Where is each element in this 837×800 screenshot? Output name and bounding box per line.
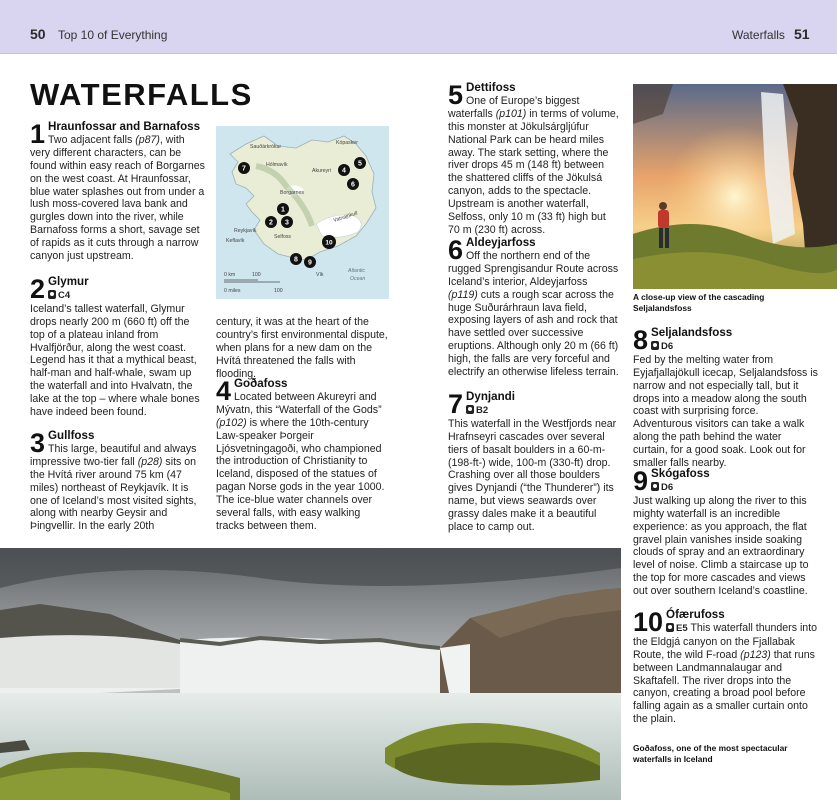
- entry-number: 6: [448, 235, 464, 265]
- entry-number: 8: [633, 325, 649, 355]
- godafoss-photo: [0, 548, 621, 800]
- page-number-right: 51: [794, 26, 810, 42]
- entry-number: 7: [448, 389, 464, 419]
- entry-name: Dettifoss: [466, 81, 516, 94]
- entry-2: [30, 276, 206, 419]
- svg-text:1: 1: [281, 206, 285, 214]
- entry-number: 1: [30, 119, 46, 149]
- svg-text:10: 10: [325, 239, 333, 247]
- page-header: [0, 0, 837, 54]
- entry-text: Just walking up along the river to this mighty waterfall is an incredible experience: as you approach, the flat gravel plain vanishes inside soaking clouds of spray and an extraordinary level of noise. Climb a staircase up to the top for more cascades and views out over southern Iceland’s coastline.: [633, 494, 809, 598]
- svg-text:6: 6: [351, 181, 355, 189]
- entry-3-continued: century, it was at the heart of the country’s first environmental dispute, when plans for a new dam on the Hvítá threatened the falls with flooding.: [216, 316, 388, 380]
- map-marker: [277, 203, 289, 215]
- map-pin-icon: [651, 482, 659, 491]
- page-ref: (p28): [137, 455, 163, 468]
- entry-4: [216, 378, 388, 533]
- svg-text:7: 7: [242, 165, 246, 173]
- entry-name: Gullfoss: [48, 429, 95, 442]
- map-pin-icon: [466, 405, 474, 414]
- entry-number: 9: [633, 466, 649, 496]
- page-title: WATERFALLS: [30, 77, 253, 112]
- map-marker: [304, 256, 316, 268]
- map-scale-label: 0 miles: [224, 288, 241, 294]
- map-marker: [354, 157, 366, 169]
- map-label: Vatnajökull: [332, 210, 359, 224]
- entry-text: Two adjacent falls: [48, 133, 136, 146]
- svg-text:8: 8: [294, 256, 298, 264]
- entry-name: Glymur: [48, 275, 89, 288]
- map-ref: C4: [48, 290, 70, 303]
- photo-caption-seljalandsfoss: A close-up view of the cascading Seljalandsfoss: [633, 292, 765, 313]
- entry-number: 10: [633, 607, 664, 637]
- map-scale-label: 100: [252, 272, 261, 278]
- entry-text: that runs between Landmannalaugar and Skaftafell. The river drops into the canyon, creating a broad pool before falling again as a smaller curtain onto the plain.: [633, 648, 815, 726]
- entry-number: 2: [30, 274, 46, 304]
- entry-text: This waterfall in the Westfjords near Hrafnseyri cascades over several tiers of basalt boulders in a 60-m- (198-ft-) wide, 100-m (330-ft) drop. Crashing over all those boulders gives Dynjandi (“the Thunderer”) its name, but views seawards over grassy dales make it a beautiful place to camp out.: [448, 417, 617, 534]
- entry-text: cuts a rough scar across the huge Suðurárhraun lava field, exposing layers of ash and rock that have settled over successive eruptions. Although only 20 m (66 ft) high, the falls are very forceful and electrify an otherwise lifeless terrain.: [448, 288, 619, 379]
- map-ref: D6: [651, 341, 673, 354]
- svg-text:9: 9: [308, 259, 312, 267]
- svg-text:3: 3: [285, 219, 289, 227]
- section-title-right: Waterfalls: [732, 28, 785, 42]
- entry-text: sits on the Hvítá river around 75 km (47 miles) northeast of Reykjavík. It is one of Iceland’s most visited sights, along with nearby Geysir and Þingvellir. In the early 20th: [30, 455, 197, 533]
- entry-number: 5: [448, 80, 464, 110]
- entry-text: Off the northern end of the rugged Sprengisandur Route across Iceland’s interior, Aldeyjarfoss: [448, 249, 619, 288]
- map-scale-label: 0 km: [224, 272, 236, 278]
- map-label: Sauðárkrókur: [250, 144, 282, 150]
- svg-text:2: 2: [269, 219, 273, 227]
- map-label: Selfoss: [274, 234, 292, 240]
- map-pin-icon: [651, 341, 659, 350]
- entry-name: Hraunfossar and Barnafoss: [48, 120, 201, 133]
- seljalandsfoss-photo: [633, 84, 837, 289]
- map-marker: [338, 164, 350, 176]
- map-label: Hólmavík: [266, 162, 288, 168]
- entry-name: Skógafoss: [651, 467, 710, 480]
- svg-text:5: 5: [358, 160, 362, 168]
- map-scale-label: 100: [274, 288, 283, 294]
- entry-text: This large, beautiful and always impressive two-tier fall: [30, 442, 197, 468]
- page-ref: (p87): [135, 133, 160, 146]
- entry-name: Dynjandi: [466, 390, 515, 403]
- map-label: Akureyri: [312, 168, 332, 174]
- photo-caption-godafoss: Goðafoss, one of the most spectacular waterfalls in Iceland: [633, 743, 788, 764]
- map-label: Borgarnes: [280, 190, 304, 196]
- entry-text: in terms of volume, this monster at Jökulsárgljúfur National Park can be heard miles away. The stark setting, where the river drops 45 m (148 ft) between the shattered cliffs of the Jökulsá canyon, adds to the spectacle. Upstream is another waterfall, Selfoss, only 10 m (33 ft) high but 70 m (230 ft) across.: [448, 107, 619, 236]
- entry-1: [30, 121, 206, 263]
- map-marker: [347, 178, 359, 190]
- entry-name: Seljalandsfoss: [651, 326, 733, 339]
- entry-7: [448, 391, 620, 534]
- map-label: Keflavík: [226, 238, 245, 244]
- page-ref: (p101): [495, 107, 527, 120]
- map-pin-icon: [48, 290, 56, 299]
- svg-text:4: 4: [342, 167, 346, 175]
- map-label: Reykjavík: [234, 228, 257, 234]
- page-ref: (p102): [216, 416, 247, 429]
- map-marker: [290, 253, 302, 265]
- entry-10: [633, 609, 818, 726]
- entry-number: 3: [30, 428, 46, 458]
- map-marker: [238, 162, 250, 174]
- map-ref: E5: [666, 623, 688, 636]
- map-pin-icon: [666, 623, 674, 632]
- iceland-map: [216, 126, 389, 299]
- map-sea-label: Ocean: [350, 276, 366, 282]
- map-ref: D6: [651, 482, 673, 495]
- entry-text: , with very different characters, can be found within easy reach of Borgarnes on the west coast. At Hraunfossar, blue water splashes out from under a lush moss-covered lava bank and gurgles down into the river, while Barnafoss forms a short, savage set of rapids as it cuts through a narrow canyon just upstream.: [30, 133, 205, 263]
- entry-8: [633, 327, 818, 470]
- entry-name: Goðafoss: [234, 377, 288, 390]
- map-marker: [265, 216, 277, 228]
- entry-name: Aldeyjarfoss: [466, 236, 536, 249]
- map-marker: [281, 216, 293, 228]
- entry-text: One of Europe’s biggest waterfalls: [448, 94, 580, 120]
- map-label: Vík: [316, 272, 324, 278]
- entry-text: Located between Akureyri and Mývatn, this “Waterfall of the Gods”: [216, 390, 382, 416]
- entry-number: 4: [216, 376, 232, 406]
- entry-text: is where the 10th-century Law-speaker Þorgeir Ljósvetningagoði, who championed the introduction of Christianity to Iceland, disposed of the statues of pagan Norse gods in the year 1000. The ice-blue water channels over several falls, with easy walking tracks between them.: [216, 416, 385, 532]
- map-label: Kópasker: [336, 140, 358, 146]
- page-ref: (p119): [448, 288, 478, 301]
- entry-3: [30, 430, 206, 533]
- entry-text: This waterfall thunders into the Eldgjá canyon on the Fjallabak Route, the wild F-road: [633, 621, 818, 661]
- entry-text: Fed by the melting water from Eyjafjallajökull icecap, Seljalandsfoss is narrow and not especially tall, but it drops into a meadow along the south coast with surprising force. Adventurous visitors can take a walk along the path behind the water curtain, for a good soak. Look out for smaller falls nearby.: [633, 353, 818, 470]
- map-marker: [322, 235, 336, 249]
- entry-9: [633, 468, 818, 598]
- entry-text: Iceland’s tallest waterfall, Glymur drops nearly 200 m (660 ft) off the top of a plateau inland from Hvalfjörður, along the west coast. Legend has it that a mythical beast, half-man and half-whale, swam up the waterfall and into Hvalvatn, the lake at the top – where whale bones have indeed been found.: [30, 302, 200, 419]
- entry-name: Ófærufoss: [666, 608, 725, 621]
- map-sea-label: Atlantic: [348, 268, 366, 274]
- entry-6: [448, 237, 620, 379]
- map-ref: B2: [466, 405, 488, 418]
- entry-5: [448, 82, 620, 237]
- page-ref: (p123): [740, 648, 771, 661]
- page-number-left: 50: [30, 26, 46, 42]
- section-title-left: Top 10 of Everything: [58, 28, 168, 42]
